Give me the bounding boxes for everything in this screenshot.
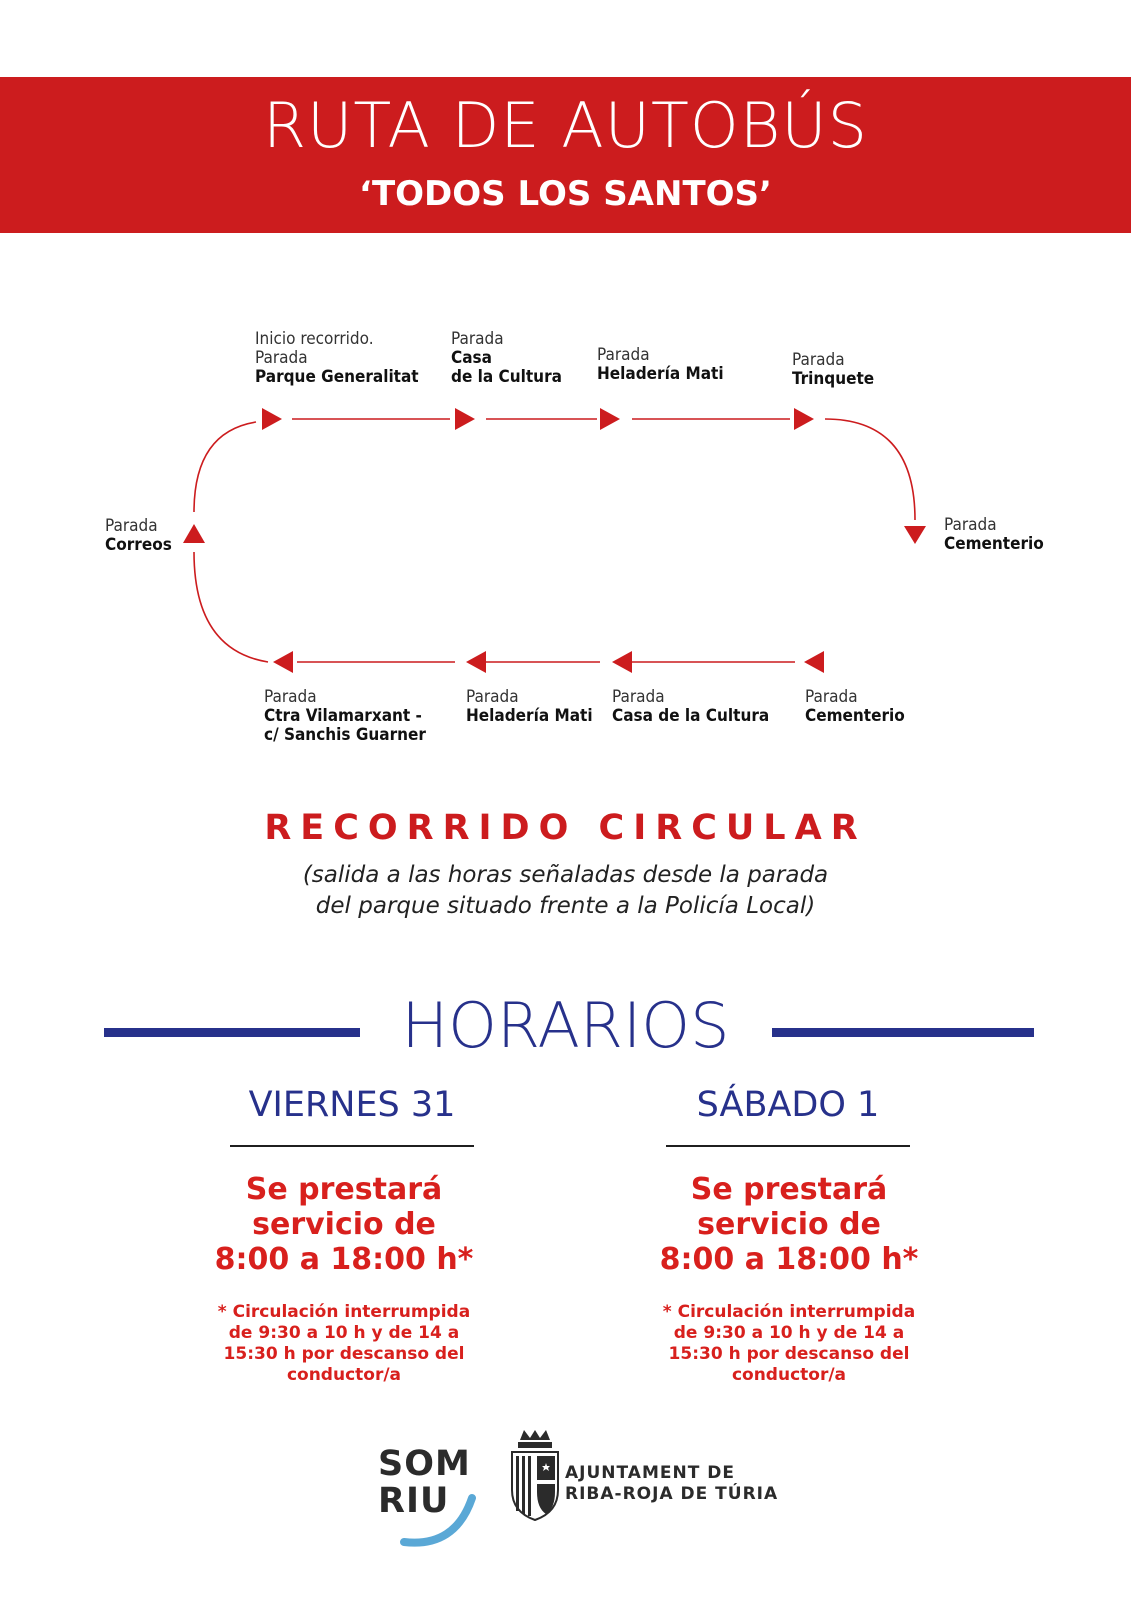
arrow-left-icon	[612, 651, 632, 673]
route-curve-right	[825, 419, 915, 520]
service-hours: Se prestará servicio de 8:00 a 18:00 h*	[659, 1172, 919, 1277]
stop-casa-cultura-top: Parada Casa de la Cultura	[451, 329, 562, 387]
route-curve-left-top	[194, 422, 256, 512]
arrow-right-icon	[600, 408, 620, 430]
somriu-logo: SOM RIU	[378, 1444, 471, 1521]
arrow-left-icon	[804, 651, 824, 673]
service-note: * Circulación interrumpida de 9:30 a 10 h y de 14 a 15:30 h por descanso del conductor/a	[217, 1302, 471, 1385]
arrow-left-icon	[273, 651, 293, 673]
stop-correos: Parada Correos	[105, 516, 172, 555]
stop-casa-cultura-bottom: Parada Casa de la Cultura	[612, 687, 770, 726]
footer-logos	[0, 1430, 1131, 1600]
page-title: RUTA DE AUTOBÚS	[262, 89, 869, 162]
arrow-down-icon	[904, 526, 926, 544]
day-divider	[666, 1145, 910, 1147]
arrow-right-icon	[262, 408, 282, 430]
horarios-title: HORARIOS	[401, 989, 730, 1062]
route-curve-left-bottom	[194, 552, 268, 662]
page-subtitle: ‘TODOS LOS SANTOS’	[359, 174, 772, 214]
ajuntament-logo-text: AJUNTAMENT DE RIBA-ROJA DE TÚRIA	[565, 1463, 779, 1504]
day-divider	[230, 1145, 474, 1147]
stop-heladeria-top: Parada Heladería Mati	[597, 345, 724, 384]
arrow-right-icon	[455, 408, 475, 430]
stop-vilamarxant: Parada Ctra Vilamarxant - c/ Sanchis Guarner	[264, 687, 426, 745]
circular-title: RECORRIDO CIRCULAR	[264, 808, 867, 848]
circular-subtitle: (salida a las horas señaladas desde la parada del parque situado frente a la Policía Local)	[302, 862, 829, 919]
service-hours: Se prestará servicio de 8:00 a 18:00 h*	[214, 1172, 474, 1277]
stop-heladeria-bottom: Parada Heladería Mati	[466, 687, 593, 726]
route-diagram	[0, 0, 1131, 760]
stop-trinquete: Parada Trinquete	[792, 350, 875, 389]
service-note: * Circulación interrumpida de 9:30 a 10 h y de 14 a 15:30 h por descanso del conductor/a	[662, 1302, 916, 1385]
stop-cementerio-bottom: Parada Cementerio	[805, 687, 905, 726]
stop-parque-generalitat: Inicio recorrido. Parada Parque Generalitat	[255, 329, 419, 387]
arrow-left-icon	[466, 651, 486, 673]
arrow-up-icon	[183, 524, 205, 543]
day-title: VIERNES 31	[248, 1085, 456, 1125]
day-title: SÁBADO 1	[696, 1085, 880, 1125]
ajuntament-shield-icon	[512, 1430, 558, 1520]
stop-cementerio-right: Parada Cementerio	[944, 515, 1044, 554]
arrow-right-icon	[794, 408, 814, 430]
